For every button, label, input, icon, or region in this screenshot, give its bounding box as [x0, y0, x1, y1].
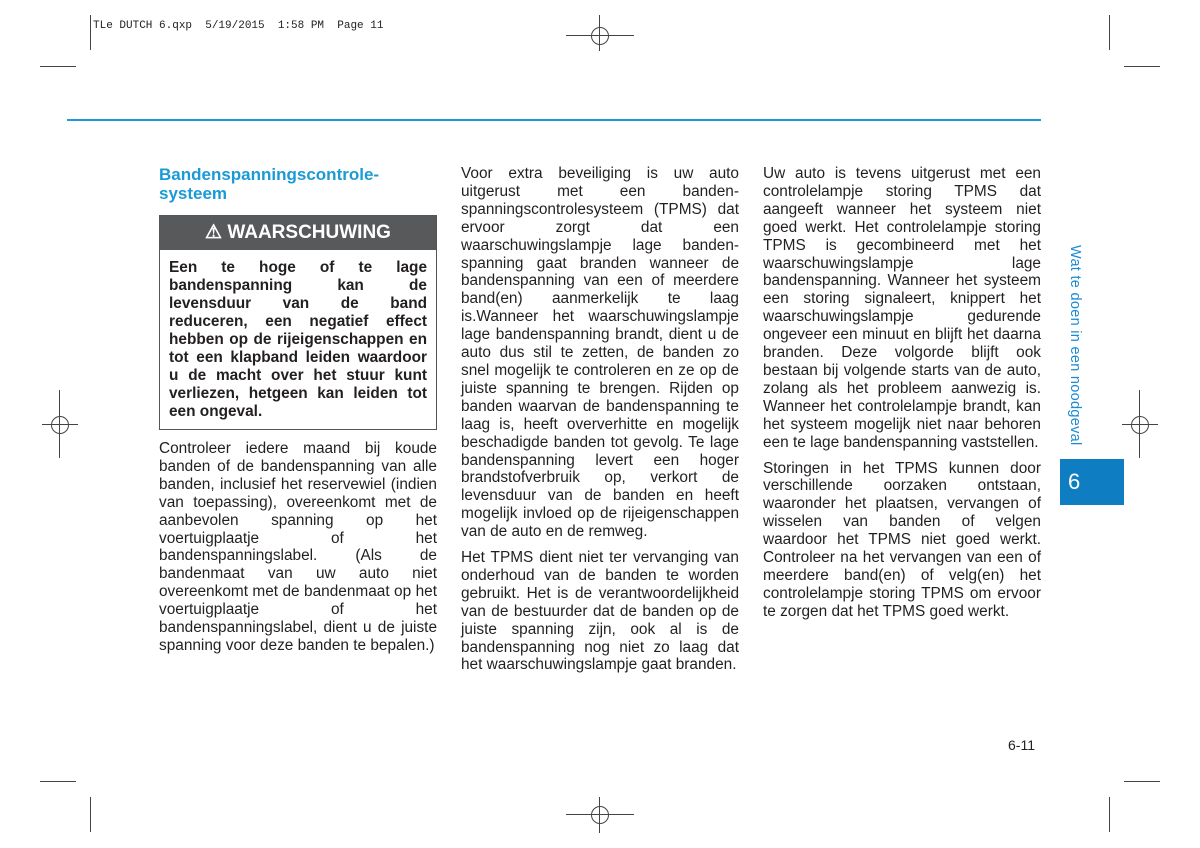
crop-mark — [90, 797, 91, 832]
registration-mark — [51, 416, 69, 434]
print-slug: TLe DUTCH 6.qxp 5/19/2015 1:58 PM Page 11 — [93, 20, 384, 32]
crop-mark — [1109, 797, 1110, 832]
crop-mark — [1124, 66, 1160, 67]
page-number: 6-11 — [1008, 737, 1035, 753]
warning-title: WAARSCHUWING — [227, 222, 391, 243]
warning-box — [159, 215, 437, 430]
column-3 — [763, 165, 1041, 629]
paragraph: Storingen in het TPMS kunnen door verschillende oorzaken ontstaan, waaronder het plaatsen, vervangen of wisselen van banden of velgen waardoor het TPMS niet goed werkt. Controleer na het vervangen van een of meerdere band(en) of velg(en) het controlelampje storing TPMS om ervoor te zorgen dat het TPMS goed werkt. — [763, 459, 1041, 620]
registration-mark — [591, 27, 609, 45]
crop-mark — [40, 781, 76, 782]
paragraph: Controleer iedere maand bij koude banden of de bandenspanning van alle banden, inclusief het reservewiel (indien van toepassing), overeenkomt met de aanbevolen spanning op het voertuigplaatje of het bandenspanningslabel. (Als de bandenmaat van uw auto niet overeenkomt met de bandenmaat op het voertuigplaatje of het bandenspanningslabel, dient u de juiste spanning voor deze banden te bepalen.) — [159, 440, 437, 654]
warning-header — [160, 216, 436, 250]
chapter-title: Wat te doen in een noodgeval — [1067, 245, 1083, 446]
crop-mark — [1124, 781, 1160, 782]
column-1 — [159, 165, 437, 663]
column-2 — [461, 165, 739, 682]
paragraph: Voor extra beveiliging is uw auto uitgerust met een banden-spanningscontrolesysteem (TPMS) dat ervoor zorgt dat een waarschuwingslampje lage banden-spanning gaat branden wanneer de bandenspanning van een of meerdere band(en) aanmerkelijk te laag is.Wanneer het waarschuwingslampje lage bandenspanning brandt, dient u de auto dus stil te zetten, de banden zo snel mogelijk te controleren en ze op de juiste spanning te brengen. Rijden op banden waarvan de bandenspanning te laag is, heeft oververhitte en mogelijk beschadigde banden tot gevolg. Te lage bandenspanning levert een hoger brandstofverbruik op, verkort de levensduur van de banden en heeft mogelijk invloed op de rijeigenschappen van de auto en de remweg. — [461, 165, 739, 541]
chapter-tab: 6 — [1060, 459, 1124, 505]
section-title: Bandenspanningscontrole-systeem — [159, 165, 380, 203]
warning-triangle-icon: ⚠ — [205, 222, 223, 243]
registration-mark — [591, 806, 609, 824]
crop-mark — [1109, 15, 1110, 50]
registration-mark — [1131, 416, 1149, 434]
crop-mark — [40, 66, 76, 67]
warning-body: Een te hoge of te lage bandenspanning kan de levensduur van de band reduceren, een negatief effect hebben op de rijeigenschappen en tot een klapband leiden waardoor u de macht over het stuur kunt verliezen, hetgeen kan leiden tot een ongeval. — [169, 259, 427, 420]
paragraph: Het TPMS dient niet ter vervanging van onderhoud van de banden te worden gebruikt. Het is de verantwoordelijkheid van de bestuurder dat de banden op de juiste spanning zijn, ook al is de bandenspanning nog niet zo laag dat het waarschuwingslampje gaat branden. — [461, 549, 739, 674]
header-rule — [67, 119, 1041, 121]
paragraph: Uw auto is tevens uitgerust met een controlelampje storing TPMS dat aangeeft wanneer het systeem niet goed werkt. Het controlelampje storing TPMS is gecombineerd met het waarschuwingslampje lage bandenspanning. Wanneer het systeem een storing signaleert, knippert het waarschuwingslampje gedurende ongeveer een minuut en blijft het daarna branden. Deze volgorde blijft ook bestaan bij volgende starts van de auto, zolang als het probleem aanwezig is. Wanneer het controlelampje brandt, kan het systeem mogelijk niet naar behoren een te lage bandenspanning vaststellen. — [763, 165, 1041, 451]
crop-mark — [90, 15, 91, 50]
